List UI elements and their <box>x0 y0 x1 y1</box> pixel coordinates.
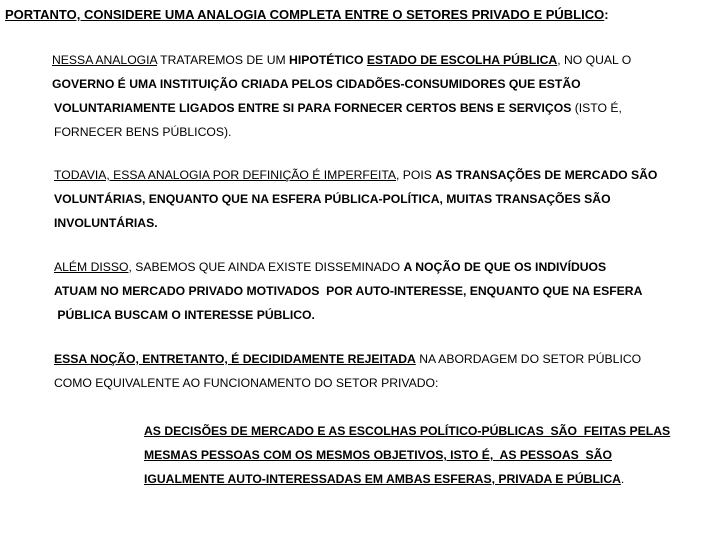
paragraph-line: GOVERNO É UMA INSTITUIÇÃO CRIADA PELOS CIDADÕES-CONSUMIDORES QUE ESTÃO <box>52 77 581 91</box>
paragraph-line: COMO EQUIVALENTE AO FUNCIONAMENTO DO SETOR PRIVADO: <box>54 376 439 390</box>
text-run: VOLUNTARIAMENTE LIGADOS ENTRE SI PARA FORNECER CERTOS BENS E SERVIÇOS <box>54 101 572 115</box>
paragraph-todavia <box>54 163 657 235</box>
paragraph-line <box>54 96 631 120</box>
paragraph-line <box>54 255 642 279</box>
paragraph-line: ATUAM NO MERCADO PRIVADO MOTIVADOS POR AUTO-INTERESSE, ENQUANTO QUE NA ESFERA <box>54 284 643 298</box>
text-run: ESSA NOÇÃO, ENTRETANTO, É DECIDIDAMENTE REJEITADA <box>54 352 416 366</box>
paragraph-line: AS DECISÕES DE MERCADO E AS ESCOLHAS POLÍTICO-PÚBLICAS SÃO FEITAS PELAS <box>144 424 671 438</box>
text-run: ALÉM DISSO <box>54 260 129 274</box>
paragraph-alem-disso <box>54 255 642 327</box>
text-run: NESSA ANALOGIA <box>52 53 157 67</box>
paragraph-line <box>52 48 631 72</box>
text-run: TRATAREMOS DE UM <box>157 53 290 67</box>
paragraph-line <box>54 163 657 187</box>
text-run: . <box>620 472 625 486</box>
slide-title-text: PORTANTO, CONSIDERE UMA ANALOGIA COMPLETA ENTRE O SETORES PRIVADO E PÚBLICO <box>5 7 605 22</box>
paragraph-conclusao <box>144 419 670 491</box>
text-run: A NOÇÃO DE QUE OS INDIVÍDUOS <box>403 260 607 274</box>
text-run: AS TRANSAÇÕES DE MERCADO SÃO <box>435 168 658 182</box>
paragraph-analogia <box>52 48 631 144</box>
slide-title <box>5 6 717 24</box>
paragraph-line: PÚBLICA BUSCAM O INTERESSE PÚBLICO. <box>54 308 315 322</box>
paragraph-line <box>54 347 641 371</box>
paragraph-line: VOLUNTÁRIAS, ENQUANTO QUE NA ESFERA PÚBLICA-POLÍTICA, MUITAS TRANSAÇÕES SÃO <box>54 192 611 206</box>
paragraph-line: MESMAS PESSOAS COM OS MESMOS OBJETIVOS, ISTO É, AS PESSOAS SÃO <box>144 448 612 462</box>
text-run: , SABEMOS QUE AINDA EXISTE DISSEMINADO <box>128 260 404 274</box>
paragraph-line: FORNECER BENS PÚBLICOS). <box>54 125 232 139</box>
paragraph-essa-nocao <box>54 347 641 395</box>
paragraph-line <box>144 467 670 491</box>
text-run: HIPOTÉTICO <box>289 53 367 67</box>
text-run: , POIS <box>396 168 436 182</box>
text-run: NA ABORDAGEM DO SETOR PÚBLICO <box>415 352 642 366</box>
text-run: TODAVIA, ESSA ANALOGIA POR DEFINIÇÃO É IMPERFEITA <box>54 168 397 182</box>
text-run: IGUALMENTE AUTO-INTERESSADAS EM AMBAS ESFERAS, PRIVADA E PÚBLICA <box>144 472 621 486</box>
paragraph-line: INVOLUNTÁRIAS. <box>54 216 158 230</box>
slide-title-suffix: : <box>604 7 609 22</box>
text-run: , NO QUAL O <box>557 53 632 67</box>
text-run: (ISTO É, <box>571 101 622 115</box>
text-run: ESTADO DE ESCOLHA PÚBLICA <box>366 53 558 67</box>
